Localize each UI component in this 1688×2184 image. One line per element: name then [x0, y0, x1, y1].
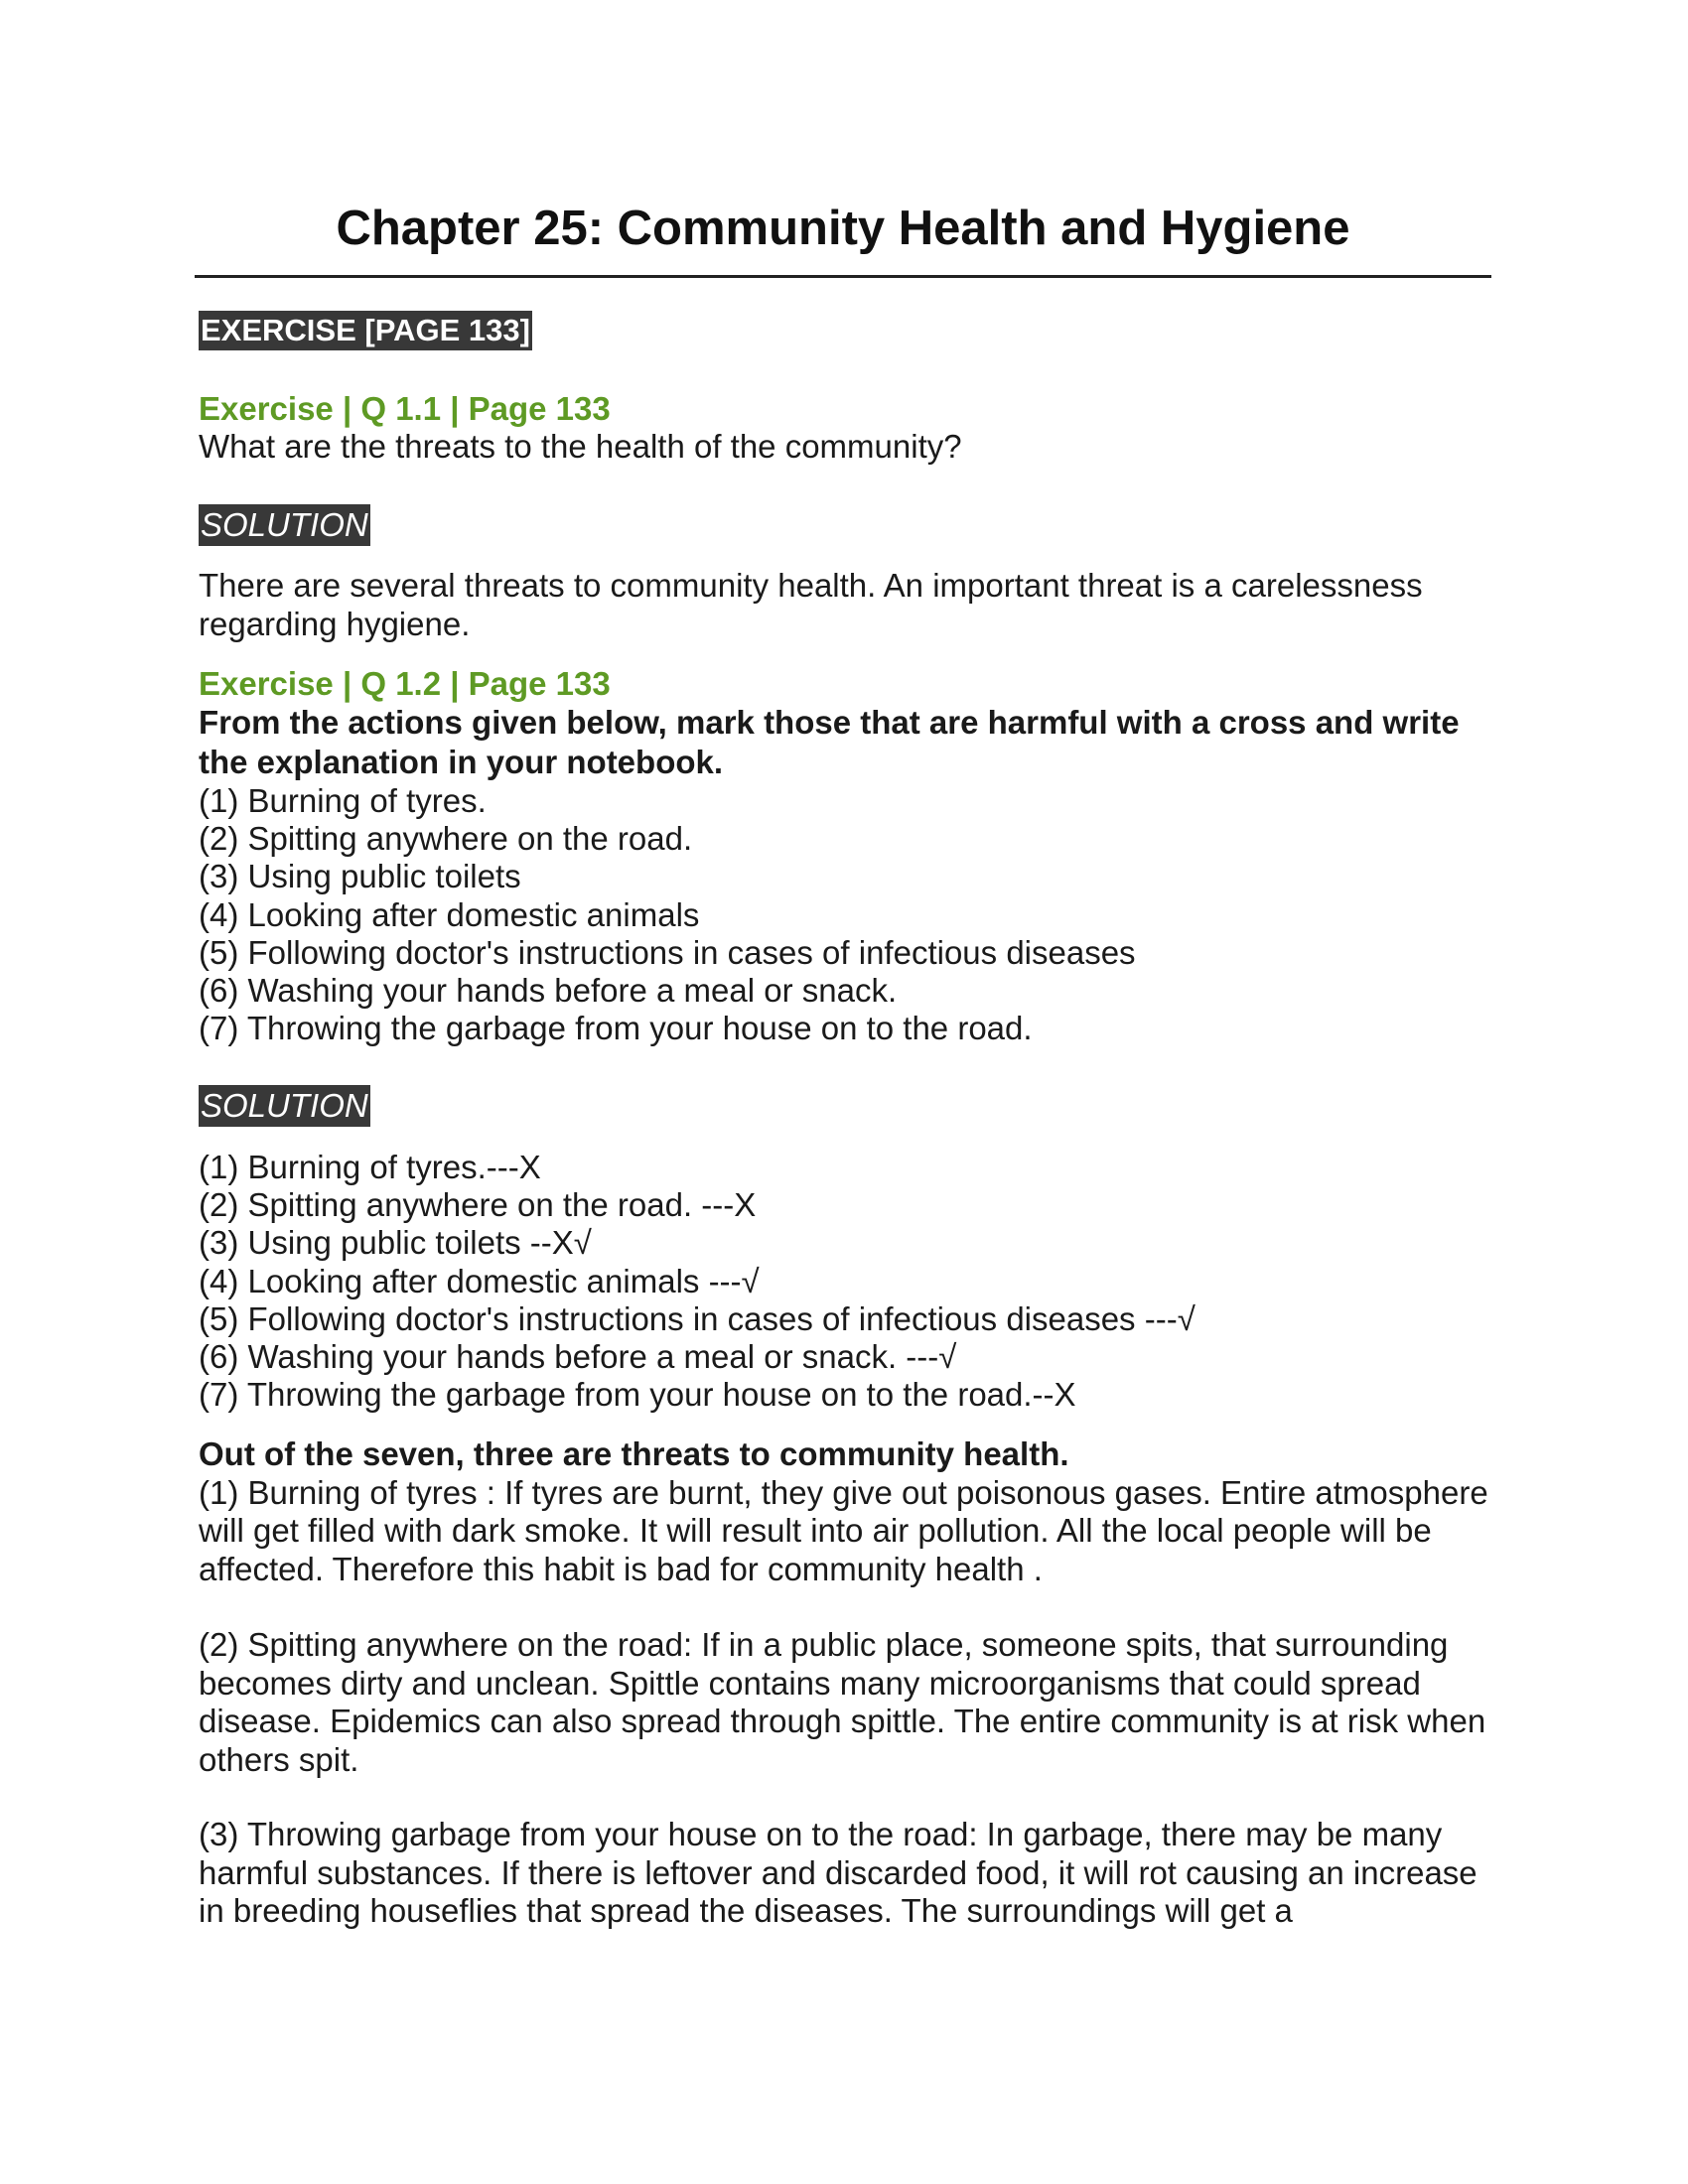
- solution-label: SOLUTION: [199, 1085, 370, 1127]
- question-text: What are the threats to the health of the community?: [199, 428, 962, 465]
- solution-label: SOLUTION: [199, 504, 370, 546]
- explanation-paragraph: (3) Throwing garbage from your house on to the road: In garbage, there may be many harmful substances. If there is leftover and discarded food, it will rot causing an increase in breeding houseflies that spread the diseases. The surroundings will get a: [199, 1816, 1477, 1929]
- chapter-title: Chapter 25: Community Health and Hygiene: [336, 202, 1350, 255]
- question-1-1: [199, 390, 1489, 467]
- list-item: (2) Spitting anywhere on the road.: [199, 820, 693, 858]
- explanation-block-2: [199, 1626, 1489, 1779]
- answer-1-1: [199, 567, 1489, 643]
- list-item: (3) Using public toilets: [199, 858, 521, 895]
- exercise-section-tag: EXERCISE [PAGE 133]: [199, 311, 532, 350]
- question-text: From the actions given below, mark those that are harmful with a cross and write the explanation in your notebook.: [199, 704, 1460, 780]
- list-item: (5) Following doctor's instructions in cases of infectious diseases: [199, 933, 1136, 971]
- list-item: (7) Throwing the garbage from your house on to the road.--X: [199, 1376, 1076, 1414]
- action-list: [199, 782, 1489, 1047]
- summary-heading: Out of the seven, three are threats to community health.: [199, 1435, 1069, 1472]
- list-item: (4) Looking after domestic animals ---√: [199, 1262, 760, 1299]
- solution-label-wrapper: [199, 504, 1489, 546]
- list-item: (2) Spitting anywhere on the road. ---X: [199, 1186, 757, 1224]
- explanation-section: [199, 1435, 1489, 1588]
- answer-list: [199, 1149, 1489, 1414]
- list-item: (6) Washing your hands before a meal or snack.: [199, 972, 898, 1010]
- list-item: (5) Following doctor's instructions in cases of infectious diseases ---√: [199, 1299, 1196, 1337]
- list-item: (1) Burning of tyres.: [199, 782, 487, 819]
- question-1-2: [199, 665, 1489, 1047]
- list-item: (3) Using public toilets --X√: [199, 1224, 592, 1262]
- list-item: (7) Throwing the garbage from your house on to the road.: [199, 1010, 1033, 1047]
- list-item: (6) Washing your hands before a meal or snack. ---√: [199, 1338, 957, 1376]
- question-heading: Exercise | Q 1.2 | Page 133: [199, 665, 611, 702]
- solution-label-wrapper: [199, 1085, 1489, 1127]
- explanation-paragraph: (1) Burning of tyres : If tyres are burnt, they give out poisonous gases. Entire atmosphere will get filled with dark smoke. It will result into air pollution. All the local people will be affected. Therefore this habit is bad for community health .: [199, 1473, 1488, 1587]
- answer-text: There are several threats to community health. An important threat is a carelessness regarding hygiene.: [199, 567, 1423, 642]
- exercise-section-tag-wrapper: [199, 311, 1489, 350]
- answer-1-2: [199, 1149, 1489, 1414]
- explanation-paragraph: (2) Spitting anywhere on the road: If in a public place, someone spits, that surrounding becomes dirty and unclean. Spittle contains many microorganisms that could spread disease. Epidemics can also spread through spittle. The entire community is at risk when others spit.: [199, 1626, 1486, 1778]
- title-divider: [195, 275, 1491, 278]
- list-item: (1) Burning of tyres.---X: [199, 1149, 541, 1185]
- explanation-block-3: [199, 1816, 1489, 1931]
- question-heading: Exercise | Q 1.1 | Page 133: [199, 390, 611, 427]
- list-item: (4) Looking after domestic animals: [199, 895, 700, 933]
